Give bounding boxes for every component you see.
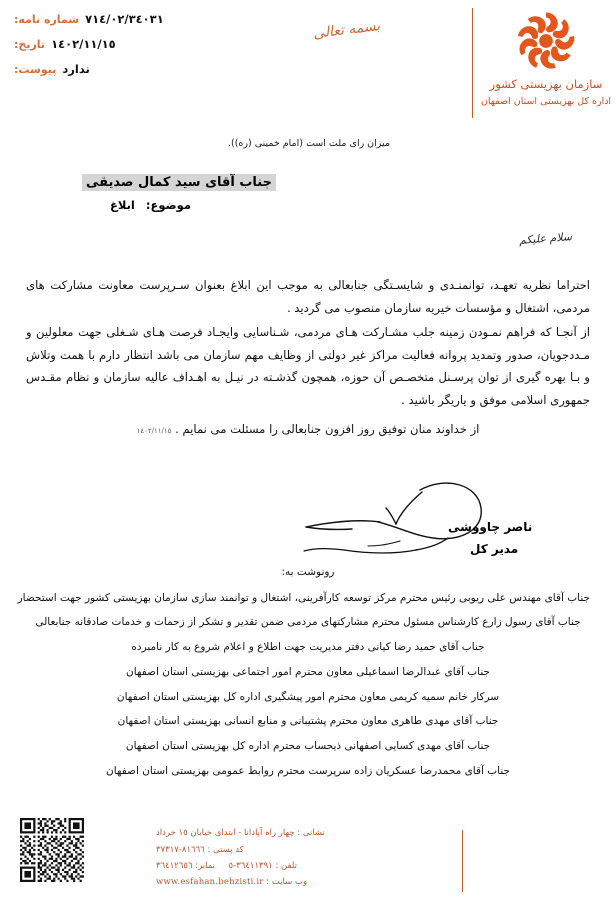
cc-list-item: جناب آقای مهندس علی ریوبی رئیس محترم مرکز توسعه کارآفرینی، اشتغال و توانمند سازی سازمان بهزیستی کشور جهت استحضار	[17, 591, 590, 604]
letter-body	[26, 274, 590, 442]
body-paragraph-2: از آنجـا که فراهم نمـودن زمینه جلب مشـارکت هـای مردمی، شـناسایی وایجـاد فرصت هـای شـغلی جهت معلولین و مـددجویان، صدور وتمدید پروانه فعالیت مراکز غیر دولتی از وظایف مهم سازمان می باشد انتظار دارم با همت وتلاش و بـا بهره گیری از توان پرسـنل متخصـص آن حوزه، همچون گذشـته در نیـل به اهـداف عالیه سازمان و نظام مقـدس جمهوری اسلامی موفق و یاریگر باشید .	[26, 325, 590, 407]
besmeh-taala-text: بسمه تعالی	[311, 17, 381, 43]
addressee-name: جناب آقای سید کمال صدیقی	[82, 174, 276, 191]
cc-list-item: جناب آقای عبدالرضا اسماعیلی معاون محترم امور اجتماعی بهزیستی استان اصفهان	[126, 665, 490, 678]
carbon-copy-section	[17, 566, 590, 784]
handwritten-date: ١٤٠٢/١١/١٥	[136, 426, 172, 435]
footer-phone-label: تلفن :	[275, 860, 297, 871]
cc-list-item: جناب آقای مهدی کسایی اصفهانی ذیحساب محترم اداره کل بهزیستی استان اصفهان	[125, 740, 491, 752]
cc-list-item: سرکار خانم سمیه کریمی معاون محترم امور پیشگیری اداره کل بهزیستی استان اصفهان	[116, 690, 500, 703]
body-paragraph-1: احتراما نظریه تعهـد، توانمنـدی و شایسـتگی جنابعالی به موجب این ابلاغ بعنوان سـرپرست معاونت مشارکت های مردمی، اشتغال و مؤسسات خیریه سازمان منصوب می گردید .	[26, 278, 590, 315]
organization-subtitle: اداره کل بهزیستی استان اصفهان	[480, 95, 612, 107]
letterhead	[476, 0, 616, 120]
footer-address-label: نشانی :	[297, 828, 325, 839]
behzisti-flower-logo-icon	[513, 10, 579, 72]
cc-list-item: جناب آقای حمید رضا کیانی دفتر مدیریت جهت اطلاع و اعلام شروع به کار نامبرده	[131, 641, 485, 654]
closing-text: از خداوند منان توفیق روز افزون جنابعالی را مسئلت می نمایم .	[175, 421, 480, 436]
footer-postal-label: کد پستی :	[207, 844, 244, 855]
signatory-title: مدیر کل	[470, 542, 519, 556]
cc-title: رونوشت به:	[281, 566, 335, 578]
letter-number-row	[14, 12, 164, 26]
footer-phone-value: ٣٦٤١١٣٩١-٥	[228, 860, 273, 871]
subject-line	[110, 198, 191, 212]
cc-list-item: جناب آقای محمدرضا عسکریان زاده سرپرست محترم روابط عمومی بهزیستی استان اصفهان	[105, 764, 511, 777]
footer-divider-rule	[462, 830, 463, 892]
footer-fax-label: نمابر:	[195, 860, 216, 871]
qr-code-icon[interactable]	[20, 818, 84, 882]
subject-label: موضوع:	[145, 198, 191, 212]
footer-postal-line	[156, 842, 456, 858]
footer-website-value[interactable]: www.esfahan.behzisti.ir	[156, 876, 264, 887]
letter-number-label: شماره نامه:	[14, 13, 80, 26]
footer-website-label: وب سایت :	[266, 876, 308, 887]
letter-number-value: ٧١٤/٠٢/٣٤٠٣١	[85, 12, 164, 26]
subject-value: ابلاغ	[110, 198, 135, 212]
header-divider-rule	[472, 8, 473, 118]
footer-contact-info	[156, 825, 456, 890]
footer-address-line	[156, 825, 456, 841]
salutation-text: سلام علیکم	[518, 230, 573, 247]
footer-website-line	[156, 874, 456, 890]
letter-attachment-label: پیوست:	[14, 63, 57, 76]
organization-name: سازمان بهزیستی کشور	[489, 77, 603, 91]
cc-list-item: جناب آقای رسول زارع کارشناس مسئول محترم مشارکتهای مردمی ضمن تقدیر و تشکر از زحمات و خدمات صادقانه جنابعالی	[35, 616, 581, 629]
footer-postal-value: ٨١٦٦٦-٣٧٣١٧	[156, 844, 205, 855]
footer-phone-line	[156, 858, 456, 874]
cc-list-item: جناب آقای مهدی طاهری معاون محترم پشتیبانی و منابع انسانی بهزیستی استان اصفهان	[117, 715, 499, 728]
signatory-name: ناصر چاووشی	[448, 520, 533, 534]
letter-date-row	[14, 37, 164, 51]
letter-meta-block	[14, 12, 164, 87]
letter-attachment-row	[14, 62, 164, 76]
footer-fax-value: ٣٦٤١٢٦٥٦	[156, 860, 193, 871]
imam-quote: میزان رای ملت است (امام خمینی (ره)).	[227, 138, 390, 149]
letter-attachment-value: ندارد	[62, 62, 90, 76]
letter-date-label: تاریخ:	[14, 38, 46, 51]
footer-address-value: چهار راه آپادانا - ابتدای خیابان ١٥ خرداد	[156, 828, 295, 839]
letter-date-value: ١٤٠٢/١١/١٥	[51, 37, 116, 51]
body-closing-line	[26, 418, 590, 441]
